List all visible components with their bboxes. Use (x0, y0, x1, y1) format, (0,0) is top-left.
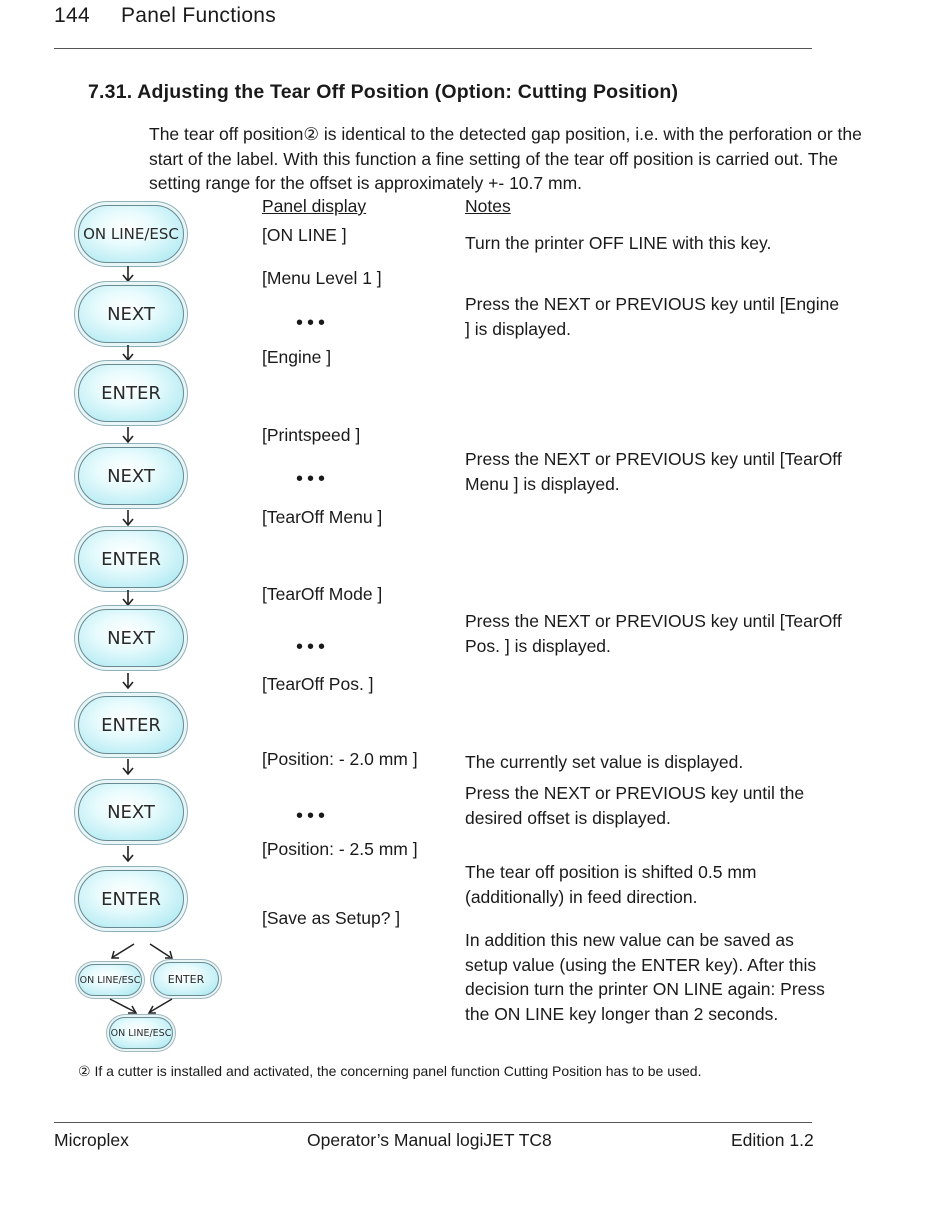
display-position-2: [Position: - 2.5 mm ] (262, 839, 418, 859)
notes-heading: Notes (465, 196, 511, 216)
next-key-label: NEXT (107, 465, 155, 487)
enter-key-label: ENTER (101, 548, 161, 570)
arrow-down-icon (121, 510, 135, 528)
footer-center: Operator’s Manual logiJET TC8 (307, 1130, 552, 1150)
online-esc-key[interactable] (109, 1017, 173, 1049)
note-tearoff-menu: Press the NEXT or PREVIOUS key until [TearOff Menu ] is displayed. (465, 449, 842, 494)
ellipsis-dots: ••• (296, 805, 330, 827)
page-number: 144 (54, 4, 90, 27)
note-tearoff-pos: Press the NEXT or PREVIOUS key until [TearOff Pos. ] is displayed. (465, 611, 842, 656)
merge-arrows-icon (106, 996, 176, 1016)
note-offline: Turn the printer OFF LINE with this key. (465, 233, 772, 253)
next-key-label: NEXT (107, 801, 155, 823)
enter-key-label: ENTER (101, 888, 161, 910)
footer-left: Microplex (54, 1130, 129, 1150)
enter-key-label: ENTER (101, 382, 161, 404)
next-key[interactable] (78, 447, 184, 505)
online-esc-key-label: ON LINE/ESC (79, 974, 141, 986)
next-key[interactable] (78, 609, 184, 667)
online-esc-key-label: ON LINE/ESC (110, 1027, 172, 1039)
display-tearoff-pos: [TearOff Pos. ] (262, 674, 374, 694)
running-header: Panel Functions (121, 4, 277, 27)
panel-display-heading: Panel display (262, 196, 367, 216)
note-desired-offset: Press the NEXT or PREVIOUS key until the desired offset is displayed. (465, 783, 805, 828)
enter-key-label: ENTER (101, 714, 161, 736)
arrow-down-icon (121, 759, 135, 777)
enter-key[interactable] (78, 530, 184, 588)
display-tearoff-mode: [TearOff Mode ] (262, 584, 383, 604)
arrow-down-icon (121, 846, 135, 864)
display-save-setup: [Save as Setup? ] (262, 908, 401, 928)
enter-key[interactable] (153, 962, 219, 996)
arrow-down-icon (121, 673, 135, 691)
arrow-down-icon (121, 427, 135, 445)
online-esc-key-label: ON LINE/ESC (83, 225, 179, 243)
ellipsis-dots: ••• (296, 636, 330, 658)
ellipsis-dots: ••• (296, 468, 330, 490)
display-menu-level: [Menu Level 1 ] (262, 268, 382, 288)
display-tearoff-menu: [TearOff Menu ] (262, 507, 383, 527)
next-key-label: NEXT (107, 627, 155, 649)
display-position-1: [Position: - 2.0 mm ] (262, 749, 418, 769)
online-esc-key[interactable] (78, 964, 142, 996)
next-key-label: NEXT (107, 303, 155, 325)
next-key[interactable] (78, 285, 184, 343)
display-online: [ON LINE ] (262, 225, 347, 245)
intro-paragraph: The tear off position② is identical to the detected gap position, i.e. with the perforation or the start of the label. With this function a fine setting of the tear off position is carried out. The setting range for the offset is approximately +- 10.7 mm. (149, 124, 862, 193)
arrow-down-icon (121, 345, 135, 363)
footnote: ② If a cutter is installed and activated, the concerning panel function Cutting Position has to be used. (78, 1063, 702, 1079)
note-shift: The tear off position is shifted 0.5 mm (additionally) in feed direction. (465, 862, 757, 907)
ellipsis-dots: ••• (296, 312, 330, 334)
header-rule (54, 48, 812, 49)
online-esc-key[interactable] (78, 205, 184, 263)
display-printspeed: [Printspeed ] (262, 425, 361, 445)
footer-right: Edition 1.2 (731, 1130, 814, 1150)
note-save-setup: In addition this new value can be saved as setup value (using the ENTER key). After this decision turn the printer ON LINE again: Press the ON LINE key longer than 2 seconds. (465, 930, 825, 1024)
enter-key-label: ENTER (167, 972, 205, 986)
arrow-down-icon (121, 266, 135, 284)
enter-key[interactable] (78, 364, 184, 422)
enter-key[interactable] (78, 870, 184, 928)
branch-arrows-icon (106, 942, 176, 962)
arrow-down-icon (121, 590, 135, 608)
section-title: 7.31. Adjusting the Tear Off Position (Option: Cutting Position) (88, 81, 679, 103)
note-engine: Press the NEXT or PREVIOUS key until [Engine ] is displayed. (465, 294, 840, 339)
display-engine: [Engine ] (262, 347, 332, 367)
next-key[interactable] (78, 783, 184, 841)
enter-key[interactable] (78, 696, 184, 754)
footer-rule (54, 1122, 812, 1123)
note-current-value: The currently set value is displayed. (465, 752, 744, 772)
